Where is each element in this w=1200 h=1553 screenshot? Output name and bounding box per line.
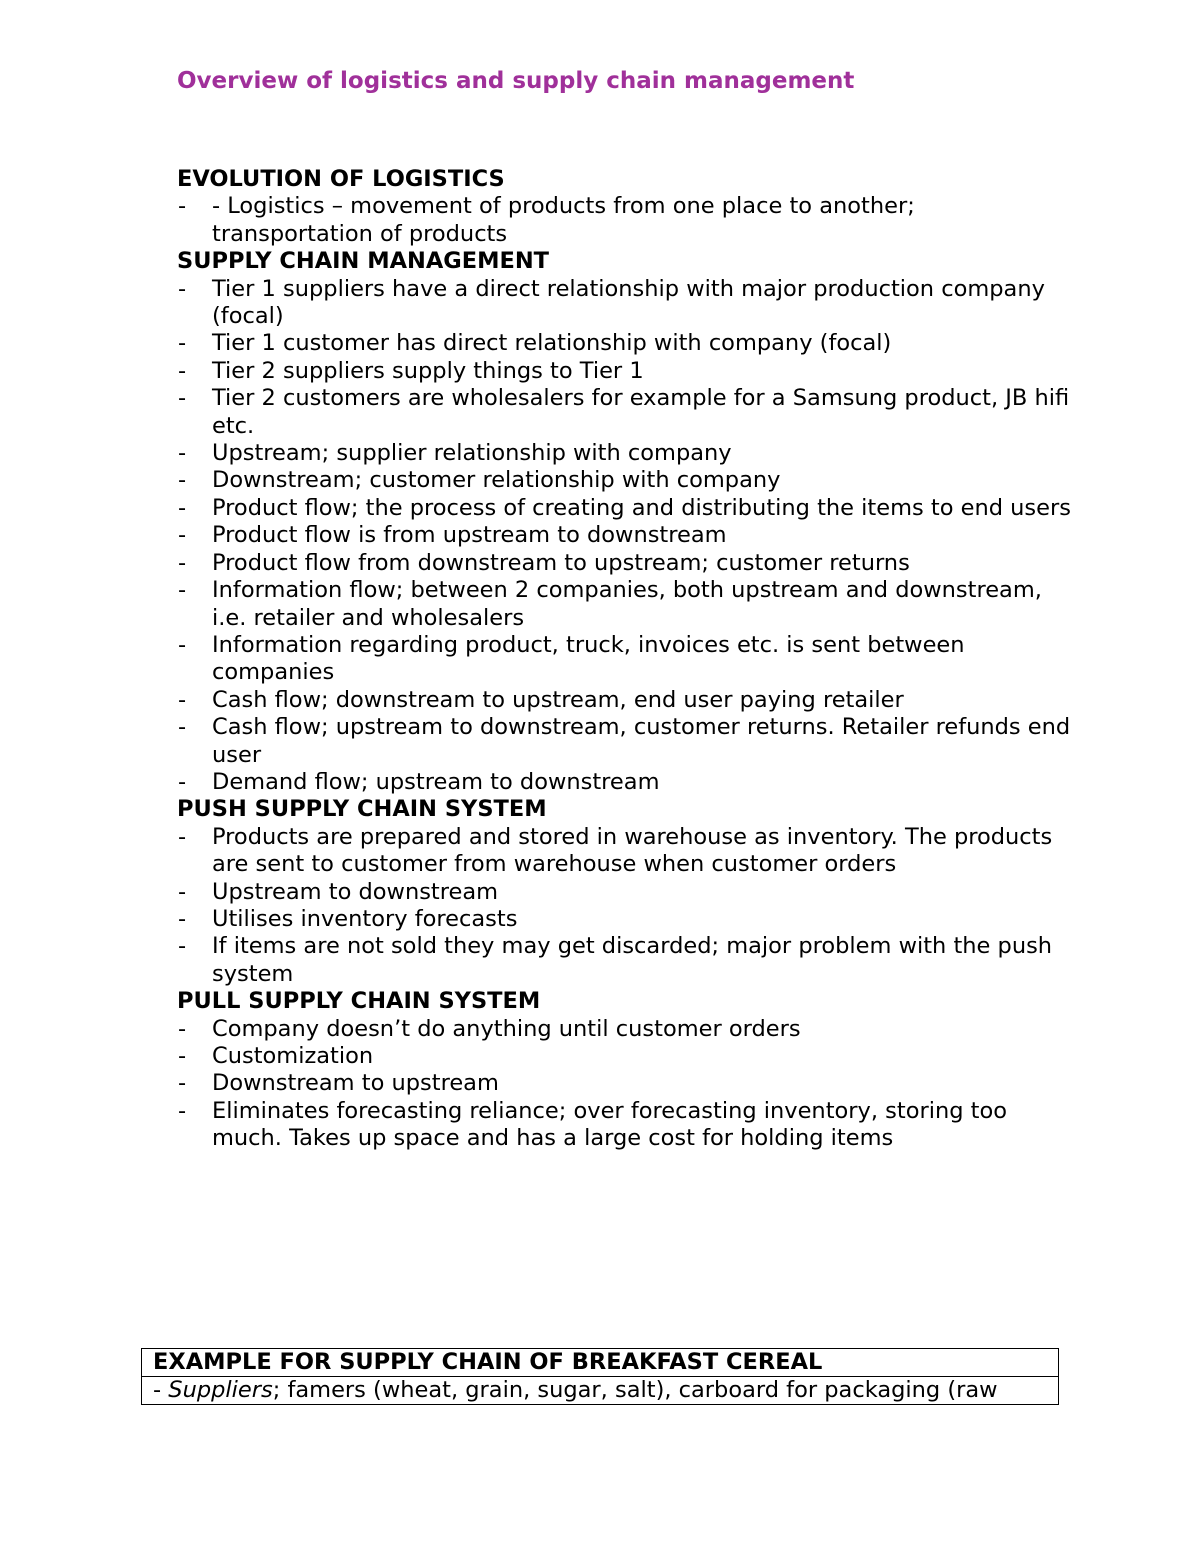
list-item: - Eliminates forecasting reliance; over forecasting inventory, storing too much. Takes up space and has a large cost for holding items [177, 1098, 1077, 1153]
list-item: - Information regarding product, truck, invoices etc. is sent between companies [177, 632, 1077, 687]
row-text: ; famers (wheat, grain, sugar, salt), carboard for packaging (raw [272, 1377, 998, 1403]
list-item: - Upstream to downstream [177, 879, 1077, 906]
document-body [177, 166, 1077, 1153]
list-item: - If items are not sold they may get discarded; major problem with the push system [177, 933, 1077, 988]
list-item: - Company doesn’t do anything until customer orders [177, 1016, 1077, 1043]
bullet-list-supply-chain-management [177, 276, 1077, 797]
list-item: - Downstream; customer relationship with company [177, 467, 1077, 494]
table-heading-cell: EXAMPLE FOR SUPPLY CHAIN OF BREAKFAST CEREAL [142, 1349, 1059, 1377]
table-row [142, 1349, 1059, 1377]
list-item: - Upstream; supplier relationship with company [177, 440, 1077, 467]
section-heading-push-system: PUSH SUPPLY CHAIN SYSTEM [177, 796, 547, 823]
example-table-container [141, 1348, 1059, 1405]
table-row [142, 1377, 1059, 1405]
bullet-list-pull-system [177, 1016, 1077, 1153]
section-heading-evolution: EVOLUTION OF LOGISTICS [177, 166, 505, 192]
list-item: - Product flow is from upstream to downstream [177, 522, 1077, 549]
list-item: - - Logistics – movement of products from one place to another; transportation of products [177, 193, 1077, 248]
row-prefix: - [153, 1377, 169, 1403]
bullet-list-push-system [177, 824, 1077, 988]
list-item: - Products are prepared and stored in warehouse as inventory. The products are sent to customer from warehouse when customer orders [177, 824, 1077, 879]
list-item: - Tier 2 suppliers supply things to Tier 1 [177, 358, 1077, 385]
section-heading-supply-chain-management: SUPPLY CHAIN MANAGEMENT [177, 248, 550, 275]
list-item: - Utilises inventory forecasts [177, 906, 1077, 933]
list-item: - Customization [177, 1043, 1077, 1070]
list-item: - Product flow from downstream to upstream; customer returns [177, 550, 1077, 577]
table-cell [142, 1377, 1059, 1405]
list-item: - Tier 2 customers are wholesalers for example for a Samsung product, JB hifi etc. [177, 385, 1077, 440]
page-title: Overview of logistics and supply chain management [177, 68, 855, 94]
list-item: - Information flow; between 2 companies, both upstream and downstream, i.e. retailer and wholesalers [177, 577, 1077, 632]
list-item: - Cash flow; downstream to upstream, end user paying retailer [177, 687, 1077, 714]
bullet-list-evolution [177, 193, 1077, 248]
example-table [141, 1348, 1059, 1405]
list-item: - Cash flow; upstream to downstream, customer returns. Retailer refunds end user [177, 714, 1077, 769]
list-item: - Product flow; the process of creating and distributing the items to end users [177, 495, 1077, 522]
list-item: - Demand flow; upstream to downstream [177, 769, 1077, 796]
row-term: Suppliers [168, 1377, 273, 1403]
section-heading-pull-system: PULL SUPPLY CHAIN SYSTEM [177, 988, 541, 1015]
list-item: - Downstream to upstream [177, 1070, 1077, 1097]
list-item: - Tier 1 suppliers have a direct relationship with major production company (focal) [177, 276, 1077, 331]
list-item: - Tier 1 customer has direct relationship with company (focal) [177, 330, 1077, 357]
